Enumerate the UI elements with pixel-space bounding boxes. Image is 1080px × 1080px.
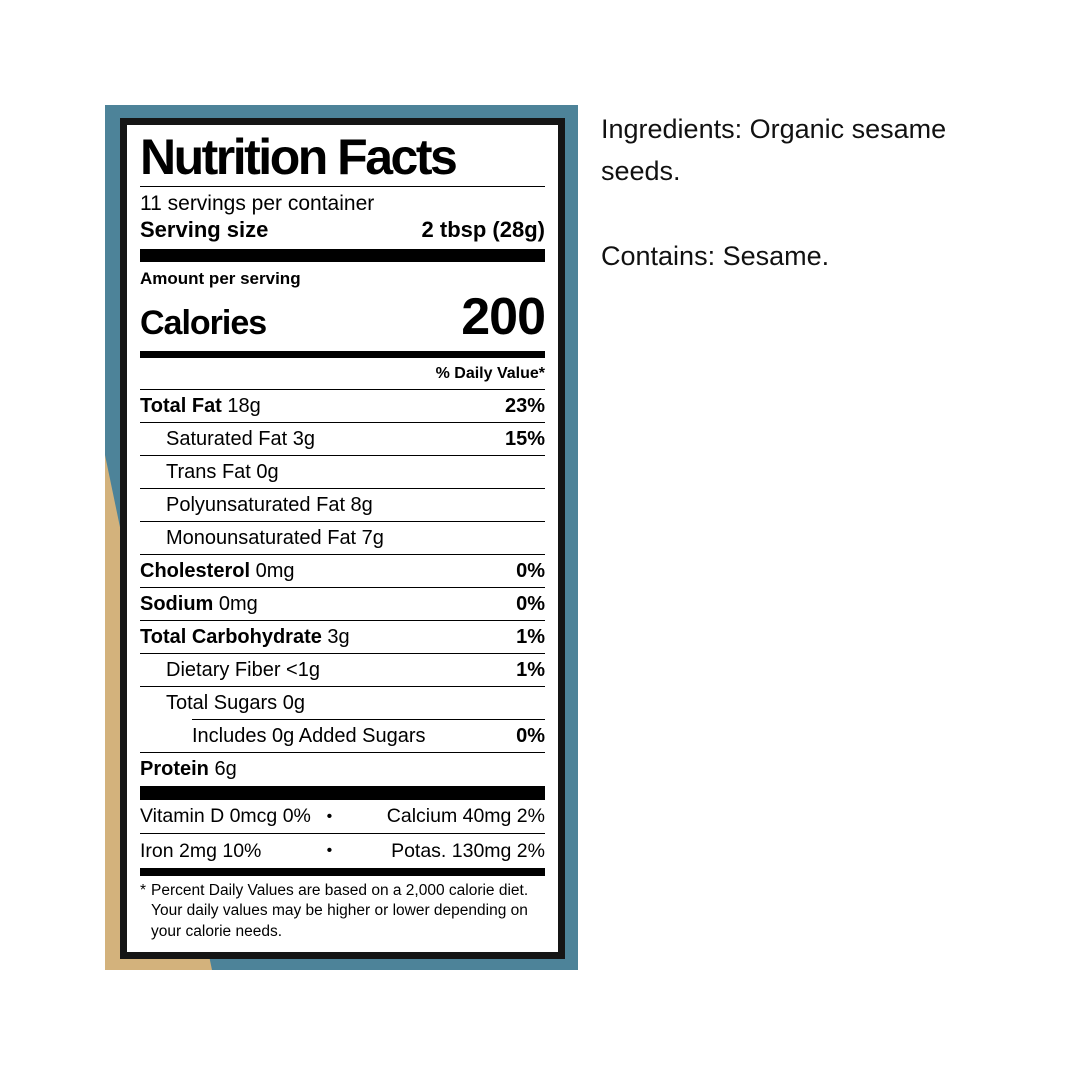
nutrient-row (140, 489, 545, 522)
vitamin-left: Iron 2mg 10% (140, 839, 262, 862)
nutrient-dv: 1% (516, 625, 545, 648)
vitamin-left: Vitamin D 0mcg 0% (140, 805, 311, 827)
calories-value: 200 (461, 288, 545, 346)
nutrition-facts-label (120, 118, 565, 959)
nutrient-row (140, 687, 545, 720)
nutrient-amount: 18g (221, 394, 261, 417)
nutrient-amount: 0mg (213, 592, 258, 615)
nutrient-amount: 0g (277, 692, 305, 714)
serving-size-row (140, 216, 545, 249)
nutrient-dv: 0% (516, 592, 545, 615)
serving-size-value: 2 tbsp (28g) (421, 217, 545, 242)
nutrient-amount: 0mg (250, 559, 295, 582)
nutrient-amount: <1g (280, 658, 320, 681)
daily-value-header: % Daily Value* (140, 358, 545, 390)
calories-row (140, 289, 545, 347)
nutrient-dv: 23% (504, 394, 545, 417)
vitamin-row (140, 800, 545, 834)
nutrient-amount: 8g (345, 493, 373, 516)
nutrient-rows (140, 390, 545, 786)
teal-panel (105, 105, 578, 970)
nutrient-name: Monounsaturated Fat (166, 526, 357, 549)
bullet-separator-icon: • (326, 842, 333, 859)
nutrient-row (140, 720, 545, 753)
footnote-text: Percent Daily Values are based on a 2,000 calorie diet. Your daily values may be higher or lower depending on your calorie needs. (151, 882, 529, 940)
nutrient-text (166, 692, 305, 715)
nutrient-text (140, 593, 258, 616)
vitamins-rows (140, 800, 545, 868)
label-title: Nutrition Facts (140, 130, 545, 187)
nutrient-row (140, 588, 545, 621)
servings-per-container: 11 servings per container (140, 192, 375, 215)
nutrient-text (140, 560, 295, 583)
vitamin-row (140, 834, 545, 868)
nutrient-text (140, 758, 237, 781)
nutrient-amount: 7g (356, 526, 384, 549)
nutrient-row (140, 555, 545, 588)
nutrient-name: Total Sugars (166, 692, 278, 714)
thick-rule (140, 786, 545, 800)
nutrient-name: Includes 0g Added Sugars (192, 724, 426, 747)
nutrient-name: Total Fat (140, 394, 222, 417)
nutrient-dv: 0% (516, 724, 545, 747)
nutrient-name: Dietary Fiber (166, 658, 281, 681)
nutrient-dv: 1% (516, 658, 545, 681)
nutrient-dv: 0% (516, 559, 545, 582)
nutrient-text (140, 395, 261, 418)
side-text (601, 108, 1011, 277)
nutrient-row (140, 456, 545, 489)
nutrient-text (166, 659, 320, 682)
calories-label: Calories (140, 304, 267, 342)
nutrient-text (140, 626, 350, 649)
nutrient-name: Cholesterol (140, 559, 251, 582)
bullet-separator-icon: • (326, 807, 333, 825)
contains-text: Contains: Sesame. (601, 241, 830, 272)
nutrient-text (192, 725, 426, 748)
nutrient-row (140, 390, 545, 423)
nutrient-name: Total Carbohydrate (140, 625, 322, 648)
nutrient-amount: 0g (250, 460, 279, 483)
thick-rule (140, 868, 545, 876)
serving-size-label: Serving size (140, 217, 269, 242)
nutrient-row (140, 522, 545, 555)
nutrient-name: Protein (140, 758, 209, 780)
vitamin-right: Calcium 40mg 2% (386, 805, 545, 827)
nutrient-text (166, 494, 373, 517)
nutrient-name: Saturated Fat (166, 427, 288, 450)
nutrient-name: Sodium (140, 592, 214, 615)
amount-per-serving: Amount per serving (140, 269, 301, 288)
nutrient-text (166, 461, 279, 484)
nutrient-row (140, 753, 545, 786)
nutrient-amount: 6g (208, 758, 237, 780)
nutrient-name: Trans Fat (166, 460, 251, 483)
vitamin-right: Potas. 130mg 2% (391, 839, 545, 862)
footnote-marker: * (140, 882, 147, 899)
nutrient-amount: 3g (287, 427, 315, 450)
nutrient-row (140, 423, 545, 456)
ingredients-text: Ingredients: Organic sesame seeds. (601, 114, 947, 187)
nutrient-text (166, 527, 384, 550)
nutrient-text (166, 428, 315, 451)
nutrient-name: Polyunsaturated Fat (166, 493, 345, 516)
nutrient-row (140, 654, 545, 687)
thick-rule (140, 249, 545, 262)
nutrient-amount: 3g (321, 625, 350, 648)
thick-rule (140, 351, 545, 358)
nutrient-dv: 15% (504, 427, 545, 450)
nutrient-row (140, 621, 545, 654)
footnote (140, 876, 545, 942)
